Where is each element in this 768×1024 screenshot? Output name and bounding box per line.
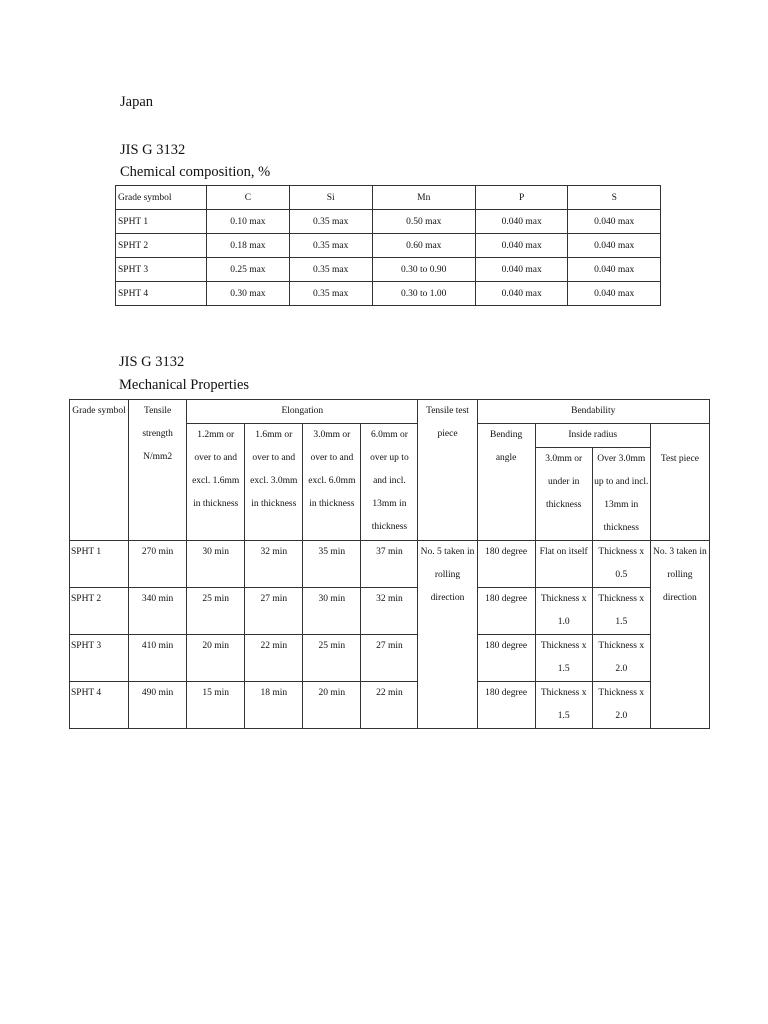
table-cell: 32 min (361, 588, 418, 635)
header-cell: Mn (372, 186, 475, 210)
chemical-composition-table (115, 185, 661, 306)
table-cell: 18 min (245, 682, 303, 729)
header-cell: C (207, 186, 290, 210)
table-cell: 0.040 max (475, 258, 568, 282)
table-row (70, 541, 710, 588)
header-inside-radius: Inside radius (535, 424, 650, 448)
header-inside-radius-2: Over 3.0mm up to and incl. 13mm in thickness (592, 448, 650, 541)
table-cell: 490 min (129, 682, 187, 729)
table-cell: 0.040 max (568, 210, 661, 234)
tensile-test-piece-cell: No. 5 taken in rolling direction (418, 541, 477, 729)
header-test-piece: Test piece (650, 448, 709, 541)
table-row (70, 682, 710, 729)
table-cell: 0.35 max (289, 210, 372, 234)
bend-test-piece-cell: No. 3 taken in rolling direction (650, 541, 709, 729)
table-cell: SPHT 3 (116, 258, 207, 282)
chem-standard: JIS G 3132 (120, 142, 186, 158)
table-cell: Thickness x 2.0 (592, 682, 650, 729)
mech-standard: JIS G 3132 (119, 354, 185, 370)
table-cell: Flat on itself (535, 541, 592, 588)
table-cell: 20 min (187, 635, 245, 682)
table-row (116, 282, 661, 306)
table-cell: 0.30 max (207, 282, 290, 306)
table-row (116, 258, 661, 282)
table-cell: 0.35 max (289, 258, 372, 282)
table-cell: 37 min (361, 541, 418, 588)
table-cell: 0.35 max (289, 282, 372, 306)
table-cell: 0.60 max (372, 234, 475, 258)
table-cell: Thickness x 1.0 (535, 588, 592, 635)
table-cell: 340 min (129, 588, 187, 635)
table-cell: Thickness x 0.5 (592, 541, 650, 588)
table-cell: SPHT 1 (70, 541, 129, 588)
header-inside-radius-1: 3.0mm or under in thickness (535, 448, 592, 541)
table-cell: 0.18 max (207, 234, 290, 258)
header-elongation-1: 1.2mm or over to and excl. 1.6mm in thickness (187, 424, 245, 541)
table-cell: SPHT 2 (116, 234, 207, 258)
table-cell: 20 min (303, 682, 361, 729)
table-cell: Thickness x 2.0 (592, 635, 650, 682)
table-cell: 0.040 max (475, 282, 568, 306)
table-cell: 27 min (361, 635, 418, 682)
header-grade-symbol: Grade symbol (70, 400, 129, 541)
header-elongation-4: 6.0mm or over up to and incl. 13mm in thickness (361, 424, 418, 541)
table-cell: 0.040 max (568, 234, 661, 258)
header-bendability: Bendability (477, 400, 709, 424)
table-cell: 27 min (245, 588, 303, 635)
header-bending-angle: Bending angle (477, 424, 535, 541)
table-cell: SPHT 2 (70, 588, 129, 635)
table-cell: SPHT 4 (70, 682, 129, 729)
table-cell: 30 min (303, 588, 361, 635)
table-header-row (70, 400, 710, 424)
table-row (116, 210, 661, 234)
table-cell: 180 degree (477, 682, 535, 729)
table-cell: 0.30 to 0.90 (372, 258, 475, 282)
header-elongation-2: 1.6mm or over to and excl. 3.0mm in thickness (245, 424, 303, 541)
table-cell: 0.040 max (475, 234, 568, 258)
table-cell: 180 degree (477, 541, 535, 588)
header-elongation-3: 3.0mm or over to and excl. 6.0mm in thickness (303, 424, 361, 541)
table-cell: 0.35 max (289, 234, 372, 258)
table-cell: 0.50 max (372, 210, 475, 234)
table-cell: 180 degree (477, 588, 535, 635)
table-cell: 410 min (129, 635, 187, 682)
chem-title: Chemical composition, % (120, 164, 271, 180)
table-cell: Thickness x 1.5 (535, 635, 592, 682)
table-cell: 0.040 max (568, 282, 661, 306)
table-cell: 0.10 max (207, 210, 290, 234)
table-cell: 30 min (187, 541, 245, 588)
table-row (70, 635, 710, 682)
table-row (70, 588, 710, 635)
table-cell: 0.040 max (475, 210, 568, 234)
header-cell: Si (289, 186, 372, 210)
table-row (116, 234, 661, 258)
header-test-piece-blank (650, 424, 709, 448)
header-cell: Grade symbol (116, 186, 207, 210)
table-cell: 0.25 max (207, 258, 290, 282)
table-cell: 180 degree (477, 635, 535, 682)
table-cell: 22 min (245, 635, 303, 682)
table-cell: 25 min (187, 588, 245, 635)
table-cell: Thickness x 1.5 (535, 682, 592, 729)
table-cell: 25 min (303, 635, 361, 682)
header-cell: S (568, 186, 661, 210)
table-cell: Thickness x 1.5 (592, 588, 650, 635)
table-cell: 15 min (187, 682, 245, 729)
table-cell: 32 min (245, 541, 303, 588)
table-cell: SPHT 4 (116, 282, 207, 306)
country-heading: Japan (120, 94, 154, 110)
table-cell: SPHT 1 (116, 210, 207, 234)
header-tensile-strength: Tensile strength N/mm2 (129, 400, 187, 541)
header-tensile-test-piece: Tensile test piece (418, 400, 477, 541)
table-cell: 0.30 to 1.00 (372, 282, 475, 306)
table-cell: 22 min (361, 682, 418, 729)
table-cell: 270 min (129, 541, 187, 588)
mech-title: Mechanical Properties (119, 377, 250, 393)
table-cell: 35 min (303, 541, 361, 588)
header-elongation: Elongation (187, 400, 418, 424)
header-cell: P (475, 186, 568, 210)
table-cell: SPHT 3 (70, 635, 129, 682)
table-cell: 0.040 max (568, 258, 661, 282)
table-header-row (116, 186, 661, 210)
mechanical-properties-table (69, 399, 710, 729)
